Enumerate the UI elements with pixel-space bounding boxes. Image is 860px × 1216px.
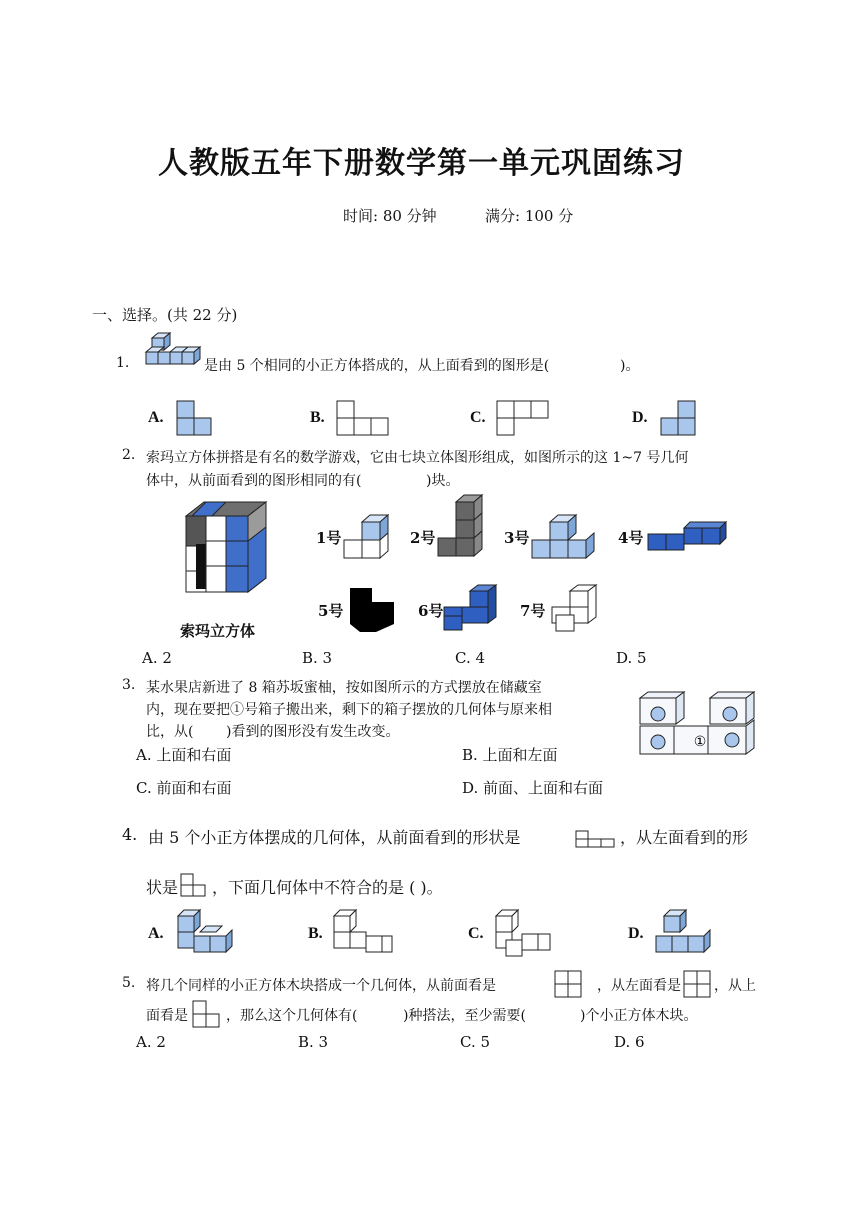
q4-left-view-figure — [180, 873, 210, 899]
piece-3-label: 3号 — [504, 529, 530, 547]
page-title: 人教版五年下册数学第一单元巩固练习 — [158, 146, 685, 181]
q5-option-d[interactable]: D. 6 — [614, 1033, 645, 1051]
piece-2-figure — [436, 494, 496, 564]
piece-1-figure — [342, 512, 402, 562]
q4-line2b: ，下面几何体中不符合的是 ( )。 — [212, 878, 443, 897]
q5-option-c[interactable]: C. 5 — [460, 1033, 491, 1051]
q2-option-a[interactable]: A. 2 — [142, 649, 172, 667]
q4-option-d-figure — [654, 908, 720, 958]
q1-option-c-figure — [496, 400, 556, 440]
q5-line1a: 将几个同样的小正方体木块搭成一个几何体，从前面看是 — [146, 978, 496, 994]
q1-option-d-figure — [660, 400, 700, 440]
q3-line3-end: )看到的图形没有发生改变。 — [226, 724, 400, 740]
q5-line2a: 面看是 — [146, 1008, 188, 1024]
q3-option-b[interactable]: B. 上面和左面 — [462, 746, 558, 764]
q3-option-c[interactable]: C. 前面和右面 — [136, 779, 232, 797]
q5-front-view-figure — [554, 970, 584, 998]
q2-line1: 索玛立方体拼搭是有名的数学游戏，它由七块立体图形组成，如图所示的这 1~7 号几何 — [146, 450, 689, 466]
q4-option-a-figure — [176, 908, 238, 956]
piece-4-figure — [646, 520, 726, 560]
piece-7-figure — [550, 584, 610, 639]
q2-number: 2. — [122, 447, 136, 463]
q4-front-view-figure — [575, 830, 617, 850]
exam-time: 时间: 80 分钟 — [343, 207, 437, 225]
q4-number: 4. — [122, 825, 138, 844]
piece-5-label: 5号 — [318, 602, 344, 620]
q5-line2c: )种搭法，至少需要( — [403, 1008, 526, 1024]
q5-left-view-figure — [683, 970, 713, 998]
q3-line2: 内，现在要把①号箱子搬出来，剩下的箱子摆放的几何体与原来相 — [146, 702, 552, 718]
section-heading: 一、选择。(共 22 分) — [92, 306, 238, 324]
piece-2-label: 2号 — [410, 529, 436, 547]
q4-line2a: 状是 — [146, 878, 179, 897]
q1-text-end: )。 — [620, 358, 640, 374]
q1-option-b-figure — [336, 400, 396, 440]
q2-option-c[interactable]: C. 4 — [455, 649, 486, 667]
q1-text: 是由 5 个相同的小正方体搭成的，从上面看到的图形是( — [204, 358, 550, 374]
soma-cube-caption: 索玛立方体 — [180, 622, 256, 640]
q1-option-d-label[interactable]: D. — [632, 409, 648, 426]
q1-option-c-label[interactable]: C. — [470, 409, 486, 426]
q3-line3: 比，从( — [146, 724, 194, 740]
q5-option-b[interactable]: B. 3 — [298, 1033, 329, 1051]
q1-option-a-figure — [176, 400, 216, 440]
exam-score: 满分: 100 分 — [485, 207, 574, 225]
box-1-label: ① — [693, 734, 707, 750]
q2-line2: 体中，从前面看到的图形相同的有( — [146, 473, 362, 489]
q4-option-c-label[interactable]: C. — [468, 925, 484, 942]
piece-1-label: 1号 — [316, 529, 342, 547]
piece-6-label: 6号 — [418, 602, 444, 620]
fruit-boxes-figure — [636, 688, 786, 760]
q1-option-b-label[interactable]: B. — [310, 409, 325, 426]
q4-line1b: ，从左面看到的形 — [620, 828, 749, 847]
piece-3-figure — [530, 512, 610, 562]
q3-number: 3. — [122, 677, 136, 693]
q5-number: 5. — [122, 975, 136, 991]
q3-line1: 某水果店新进了 8 箱苏坂蜜柚，按如图所示的方式摆放在储藏室 — [146, 680, 542, 696]
q5-option-a[interactable]: A. 2 — [136, 1033, 166, 1051]
piece-5-figure — [346, 584, 398, 636]
q3-option-d[interactable]: D. 前面、上面和右面 — [462, 779, 604, 797]
q2-line2-end: )块。 — [426, 473, 460, 489]
q5-line1c: ，从上 — [714, 978, 756, 994]
soma-cube-figure — [182, 500, 272, 600]
q5-top-view-figure — [192, 1000, 222, 1030]
q4-option-c-figure — [494, 908, 556, 958]
q5-line2b: ，那么这个几何体有( — [226, 1008, 358, 1024]
q2-option-d[interactable]: D. 5 — [616, 649, 647, 667]
piece-7-label: 7号 — [520, 602, 546, 620]
q4-option-b-figure — [332, 908, 398, 956]
piece-6-figure — [442, 584, 502, 639]
piece-4-label: 4号 — [618, 529, 644, 547]
q5-line2d: )个小正方体木块。 — [580, 1008, 698, 1024]
q4-option-d-label[interactable]: D. — [628, 925, 644, 942]
q4-option-b-label[interactable]: B. — [308, 925, 323, 942]
q3-option-a[interactable]: A. 上面和右面 — [136, 746, 232, 764]
q4-line1a: 由 5 个小正方体摆成的几何体，从前面看到的形状是 — [148, 828, 521, 847]
q2-option-b[interactable]: B. 3 — [302, 649, 333, 667]
q1-solid-figure — [144, 332, 204, 372]
q4-option-a-label[interactable]: A. — [148, 925, 164, 942]
q1-option-a-label[interactable]: A. — [148, 409, 164, 426]
q1-number: 1. — [116, 355, 130, 371]
q5-line1b: ，从左面看是 — [597, 978, 681, 994]
